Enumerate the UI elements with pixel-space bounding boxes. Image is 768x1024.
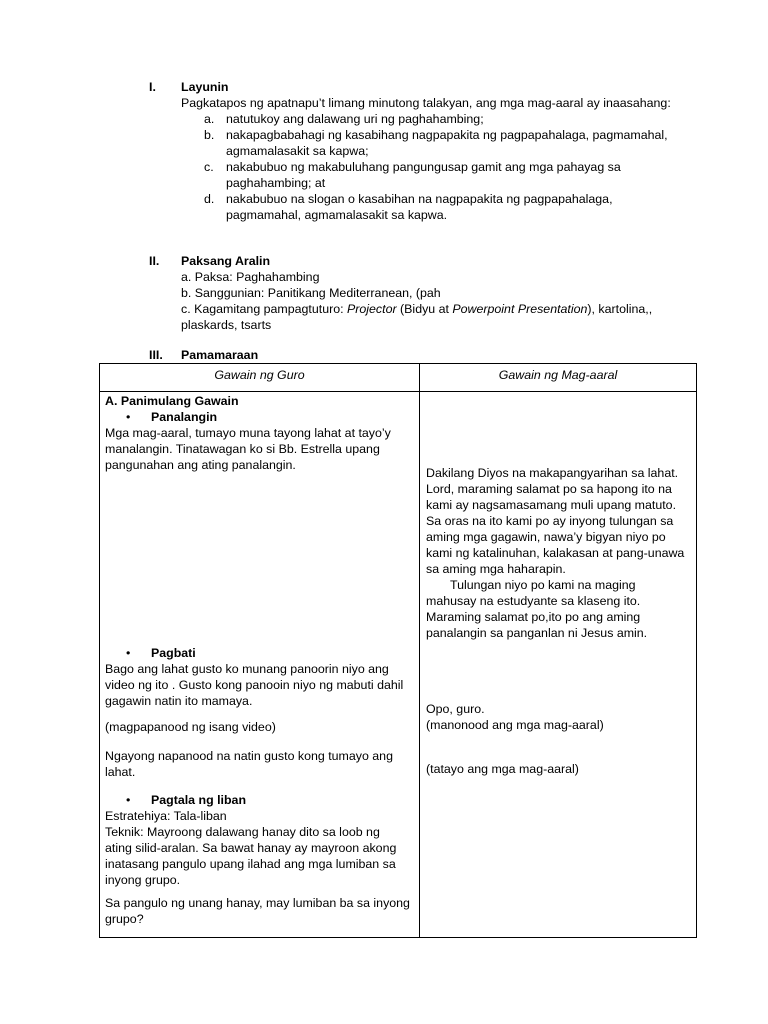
column-header-mag-aaral: Gawain ng Mag-aaral: [420, 364, 697, 392]
text-line: Sa pangulo ng unang hanay, may lumiban ba sa inyong: [105, 896, 410, 910]
section-1-intro: Pagkatapos ng apatnapu’t limang minutong talakyan, ang mga mag-aaral ay inaasahang:: [181, 96, 671, 110]
text-line: inyong grupo.: [105, 873, 181, 887]
objective-text: natutukoy ang dalawang uri ng paghahambing;: [226, 112, 484, 126]
pagtala-text: [105, 808, 417, 888]
text-line: Mga mag-aaral, tumayo muna tayong lahat at tayo’y: [105, 426, 391, 440]
section-3-pamamaraan: [181, 347, 701, 363]
section-2-numeral: II.: [149, 254, 160, 268]
bullet-icon: •: [126, 646, 131, 660]
kagamitan-prefix: c. Kagamitang pampagtuturo:: [181, 302, 347, 316]
tumayo-text: [105, 748, 417, 780]
video-note: (magpapanood ng isang video): [105, 720, 276, 734]
text-line: sa aming mga haharapin.: [426, 562, 566, 576]
kagamitan-open: (: [396, 302, 405, 316]
text-line: Ngayong napanood na natin gusto kong tumayo ang: [105, 749, 393, 763]
objective-label: d.: [204, 192, 215, 206]
text-line: kami ng katalinuhan, kalakasan at pang-unawa: [426, 546, 685, 560]
kagamitan-bidyu: Bidyu at: [404, 302, 453, 316]
objective-c: [181, 159, 701, 191]
section-3-numeral: III.: [149, 348, 163, 362]
guro-cell: [100, 392, 420, 938]
text-line: mahusay na estudyante sa klaseng ito.: [426, 594, 641, 608]
text-line: kami ay nagsamasamang muli upang matuto.: [426, 498, 677, 512]
pagbati-label: Pagbati: [151, 646, 196, 660]
opo-line: Opo, guro.: [426, 702, 485, 716]
text-line: video ng ito . Gusto kong panooin niyo ng mabuti dahil: [105, 678, 404, 692]
panalangin-label: Panalangin: [151, 410, 218, 424]
text-line: grupo?: [105, 912, 144, 926]
text-line: gagawin natin ito mamaya.: [105, 694, 253, 708]
section-3-heading: Pamamaraan: [181, 348, 259, 362]
text-line: Maraming salamat po,ito po ang aming: [426, 610, 641, 624]
paksa-line: a. Paksa: Paghahambing: [181, 270, 320, 284]
manonood-line: (manonood ang mga mag-aaral): [426, 718, 604, 732]
text-line: pangunahan ang ating panalangin.: [105, 458, 296, 472]
table-row: [100, 392, 697, 938]
pagtala-label: Pagtala ng liban: [151, 793, 247, 807]
text-line: panalangin sa panganlan ni Jesus amin.: [426, 626, 648, 640]
objective-text: nakabubuo ng makabuluhang pangungusap gamit ang mga pahayag sa: [226, 160, 621, 174]
text-line: manalangin. Tinatawagan ko si Bb. Estrella upang: [105, 442, 380, 456]
text-line: Lord, maraming salamat po sa hapong ito na: [426, 482, 672, 496]
objective-text: nakapagbabahagi ng kasabihang nagpapakita ng pagpapahalaga, pagmamahal,: [226, 128, 668, 142]
panimulang-gawain-heading: A. Panimulang Gawain: [105, 394, 239, 408]
objective-a: [181, 111, 701, 127]
kagamitan-line-2: plaskards, tsarts: [181, 318, 272, 332]
text-line: inatasang pangulo upang ilahad ang mga lumiban sa: [105, 857, 396, 871]
text-line: ating silid-aralan. Sa bawat hanay ay mayroon akong: [105, 841, 397, 855]
sanggunian-line: b. Sanggunian: Panitikang Mediterranean, (pah: [181, 286, 441, 300]
text-line: Teknik: Mayroong dalawang hanay dito sa loob ng: [105, 825, 380, 839]
kagamitan-ppt: Powerpoint Presentation: [452, 302, 588, 316]
kagamitan-projector: Projector: [347, 302, 397, 316]
objective-text: agmamalasakit sa kapwa;: [226, 144, 369, 158]
text-line: aming mga gagawin, nawa’y bigyan niyo po: [426, 530, 666, 544]
mag-aaral-cell: [420, 392, 697, 938]
objective-b: [181, 127, 701, 159]
section-2-heading: Paksang Aralin: [181, 254, 271, 268]
text-line: lahat.: [105, 765, 136, 779]
kagamitan-rest: kartolina,,: [598, 302, 653, 316]
panalangin-text: [105, 425, 417, 473]
kagamitan-line: [181, 301, 701, 317]
text-line: Tulungan niyo po kami na maging: [450, 578, 636, 592]
pagbati-response: [426, 701, 694, 733]
pagbati-text: [105, 661, 417, 709]
kagamitan-close: ),: [587, 302, 599, 316]
text-line: Bago ang lahat gusto ko munang panoorin niyo ang: [105, 662, 389, 676]
bullet-icon: •: [126, 410, 131, 424]
text-line: Dakilang Diyos na makapangyarihan sa lahat.: [426, 466, 679, 480]
tatayo-line: (tatayo ang mga mag-aaral): [426, 762, 579, 776]
objective-label: b.: [204, 128, 215, 142]
table-header-row: [100, 364, 697, 392]
estratehiya-line: Estratehiya: Tala-liban: [105, 809, 227, 823]
objective-label: a.: [204, 112, 215, 126]
objective-text: paghahambing; at: [226, 176, 326, 190]
section-2-paksang-aralin: [181, 253, 701, 333]
section-1-heading: Layunin: [181, 80, 229, 94]
column-header-guro: Gawain ng Guro: [100, 364, 420, 392]
objective-text: nakabubuo na slogan o kasabihan na nagpapakita ng pagpapahalaga,: [226, 192, 613, 206]
section-1-numeral: I.: [149, 80, 156, 94]
objective-text: pagmamahal, agmamalasakit sa kapwa.: [226, 208, 448, 222]
panalangin-response: [426, 465, 694, 641]
text-line: Sa oras na ito kami po ay inyong tulungan sa: [426, 514, 674, 528]
bullet-icon: •: [126, 793, 131, 807]
section-1-layunin: [181, 79, 701, 223]
pangulo-text: [105, 895, 417, 927]
objective-d: [181, 191, 701, 223]
procedure-table: [99, 363, 697, 938]
objective-label: c.: [204, 160, 214, 174]
